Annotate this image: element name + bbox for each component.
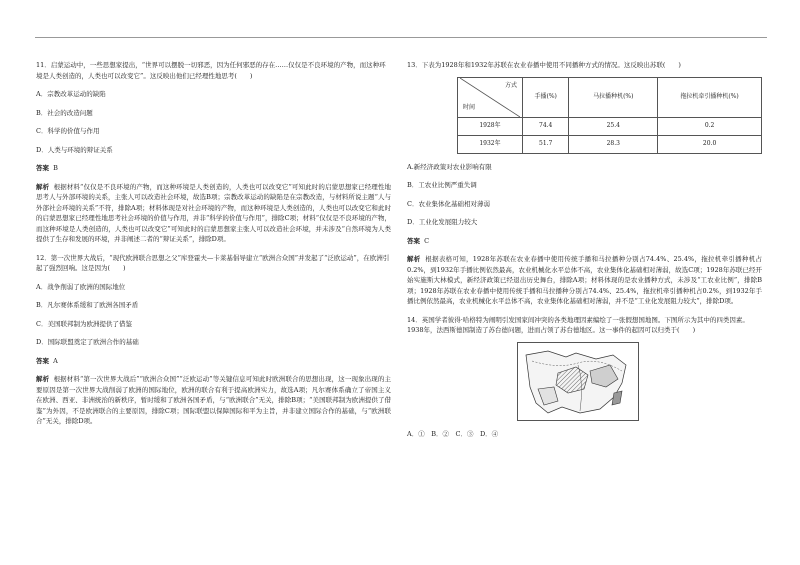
explanation-label: 解析 bbox=[36, 182, 50, 191]
explanation-text: 根据表格可知，1928年苏联在农业春播中使用传统手播和马拉播种分别占74.4%、25.4%，拖拉机牵引播种机占0.2%，到1932年手播比例依然最高，农业机械化水平总体不高，农业集体化基础相对薄弱，故选C项；1928年苏联已经开始实施斯大林模式，新经济政策已经退出历史舞台，排除A项；材料体现的是农业播种方式，未涉及“工农业比例”，排除B项；1928年苏联在农业春播中使用传统手播和马拉播种分别占74.4%、25.4%，拖拉机牵引播种机占0.2%，到1932年手播比例依然最高，农业机械化水平总体不高，农业集体化基础相对薄弱，并不是“工业化发展阻力较大”，排除D项。 bbox=[407, 255, 763, 305]
table-cell: 20.0 bbox=[658, 135, 762, 153]
question-12-option-a: A．战争削弱了欧洲的国际地位 bbox=[36, 282, 126, 291]
question-11-option-b: B．社会的改造问题 bbox=[36, 108, 93, 117]
table-cell: 28.3 bbox=[569, 135, 658, 153]
question-11-stem: 11．启蒙运动中，一些思想家提出，“世界可以摆脱一切邪恶，因为任何邪恶的存在……仅仅是不良环境的产物，而这种环境是人类创造的，人类也可以改变它”。这反映出他们已经理性地思考( ) bbox=[36, 61, 386, 80]
header-rule bbox=[35, 37, 767, 38]
table-row bbox=[458, 135, 762, 153]
corner-label-time: 时间 bbox=[463, 104, 476, 111]
question-14-options: A．① B．② C．③ D．④ bbox=[407, 429, 499, 438]
table-cell: 51.7 bbox=[523, 135, 569, 153]
table-cell: 25.4 bbox=[569, 117, 658, 135]
planting-methods-table bbox=[457, 77, 762, 154]
table-cell: 0.2 bbox=[658, 117, 762, 135]
column-header: 马拉播种机(%) bbox=[569, 77, 658, 117]
question-11-option-d: D．人类与环境的辩证关系 bbox=[36, 145, 113, 154]
answer-label: 答案 bbox=[36, 164, 49, 172]
question-11-option-a: A．宗教改革运动的缺陷 bbox=[36, 90, 106, 98]
answer-value: A bbox=[53, 356, 58, 365]
row-year: 1932年 bbox=[458, 135, 523, 153]
left-column bbox=[36, 60, 391, 427]
question-11-explanation bbox=[36, 182, 391, 245]
map-drawing bbox=[518, 343, 638, 420]
question-11-answer bbox=[36, 163, 391, 174]
table-cell: 74.4 bbox=[523, 117, 569, 135]
question-12-answer bbox=[36, 356, 391, 367]
question-12-explanation bbox=[36, 374, 391, 427]
table-row bbox=[458, 117, 762, 135]
right-column bbox=[407, 60, 762, 439]
hypothetical-country-map bbox=[517, 342, 639, 421]
question-13-option-c: C．农业集体化基础相对薄弱 bbox=[407, 199, 490, 208]
question-12-option-c: C．美国联邦制为欧洲提供了借鉴 bbox=[36, 319, 132, 328]
question-12-stem: 12．第一次世界大战后，“现代欧洲联合思想之父”库登霍夫—卡莱基倡导建立“欧洲合众国”并发起了“泛欧运动”，在欧洲引起了强烈回响。这是因为( ) bbox=[36, 253, 390, 272]
answer-label: 答案 bbox=[36, 356, 49, 365]
question-13-option-a: A.新经济政策对农业影响有限 bbox=[407, 162, 492, 171]
question-14-stem: 14．英国学者彼得·哈格特为阐明引发国家间冲突的各类地理因素编绘了一张假想国地图。下图所示为其中的四类因素。1938年，法西斯德国制造了苏台德问题，进而占领了苏台德地区。这一事件的起因可以归类于( ) bbox=[407, 315, 749, 334]
explanation-text: 根据材料“第一次世界大战后”“欧洲合众国”“泛欧运动”等关键信息可知此时欧洲联合的思想出现，这一现象出现的主要原因是第一次世界大战削弱了欧洲的国际地位，欧洲的联合有利于提高欧洲实力，故选A项；凡尔赛体系确立了帝国主义在欧洲、西亚、非洲统治的新秩序，暂时缓和了欧洲各国矛盾，与“欧洲联合”无关，排除B项；“美国联邦制为欧洲提供了借鉴”为外因，不是欧洲联合的主要原因，排除C项；国际联盟以保障国际和平为主旨，并非建立国际合作的基础，与“欧洲联合”无关，排除D项。 bbox=[36, 375, 391, 425]
question-12-option-b: B．凡尔赛体系缓和了欧洲各国矛盾 bbox=[36, 301, 139, 309]
question-13-option-b: B．工农业比例严重失调 bbox=[407, 181, 477, 189]
explanation-label: 解析 bbox=[36, 375, 50, 383]
question-11-option-c: C．科学的价值与作用 bbox=[36, 127, 100, 135]
explanation-text: 根据材料“仅仅是不良环境的产物，而这种环境是人类创造的，人类也可以改变它”可知此时的启蒙思想家已经理性地思考人与外部环境的关系，主张人可以改造社会环境，故选B项；宗教改革运动的缺陷是在宗教改造，与材料所说主题“人与外部社会环境的关系”不符，排除A项；材料体现是对社会环境的产物，而这种环境是人类创造的，人类也可以改变它和此时的启蒙思想家已经理性地思考社会环境的价值与作用，并非“科学的价值与作用”，排除C项；材料“仅仅是不良环境的产物，而这种环境是人类创造的，人类也可以改变它”可知此时的启蒙思想家主张人可以改造社会环境，并未涉及“自然环境为人类提供了生存和发展的环境，并非阐述二者的“辩证关系”，排除D项。 bbox=[36, 182, 391, 243]
table-header-row bbox=[458, 77, 762, 117]
question-13-explanation bbox=[407, 254, 762, 307]
question-13-answer bbox=[407, 236, 762, 247]
column-header: 拖拉机牵引播种机(%) bbox=[658, 77, 762, 117]
explanation-label: 解析 bbox=[407, 255, 421, 263]
corner-label-method: 方式 bbox=[504, 81, 517, 89]
question-13-stem: 13．下表为1928年和1932年苏联在农业春播中使用不同播种方式的情况。这反映出苏联( ) bbox=[407, 61, 681, 69]
row-year: 1928年 bbox=[458, 117, 523, 135]
question-13-option-d: D．工业化发展阻力较大 bbox=[407, 218, 478, 226]
question-12-option-d: D．国际联盟奠定了欧洲合作的基础 bbox=[36, 338, 139, 346]
answer-value: B bbox=[53, 164, 58, 172]
answer-label: 答案 bbox=[407, 236, 420, 245]
table-corner-cell bbox=[458, 77, 523, 117]
column-header: 手播(%) bbox=[523, 77, 569, 117]
answer-value: C bbox=[424, 236, 430, 245]
